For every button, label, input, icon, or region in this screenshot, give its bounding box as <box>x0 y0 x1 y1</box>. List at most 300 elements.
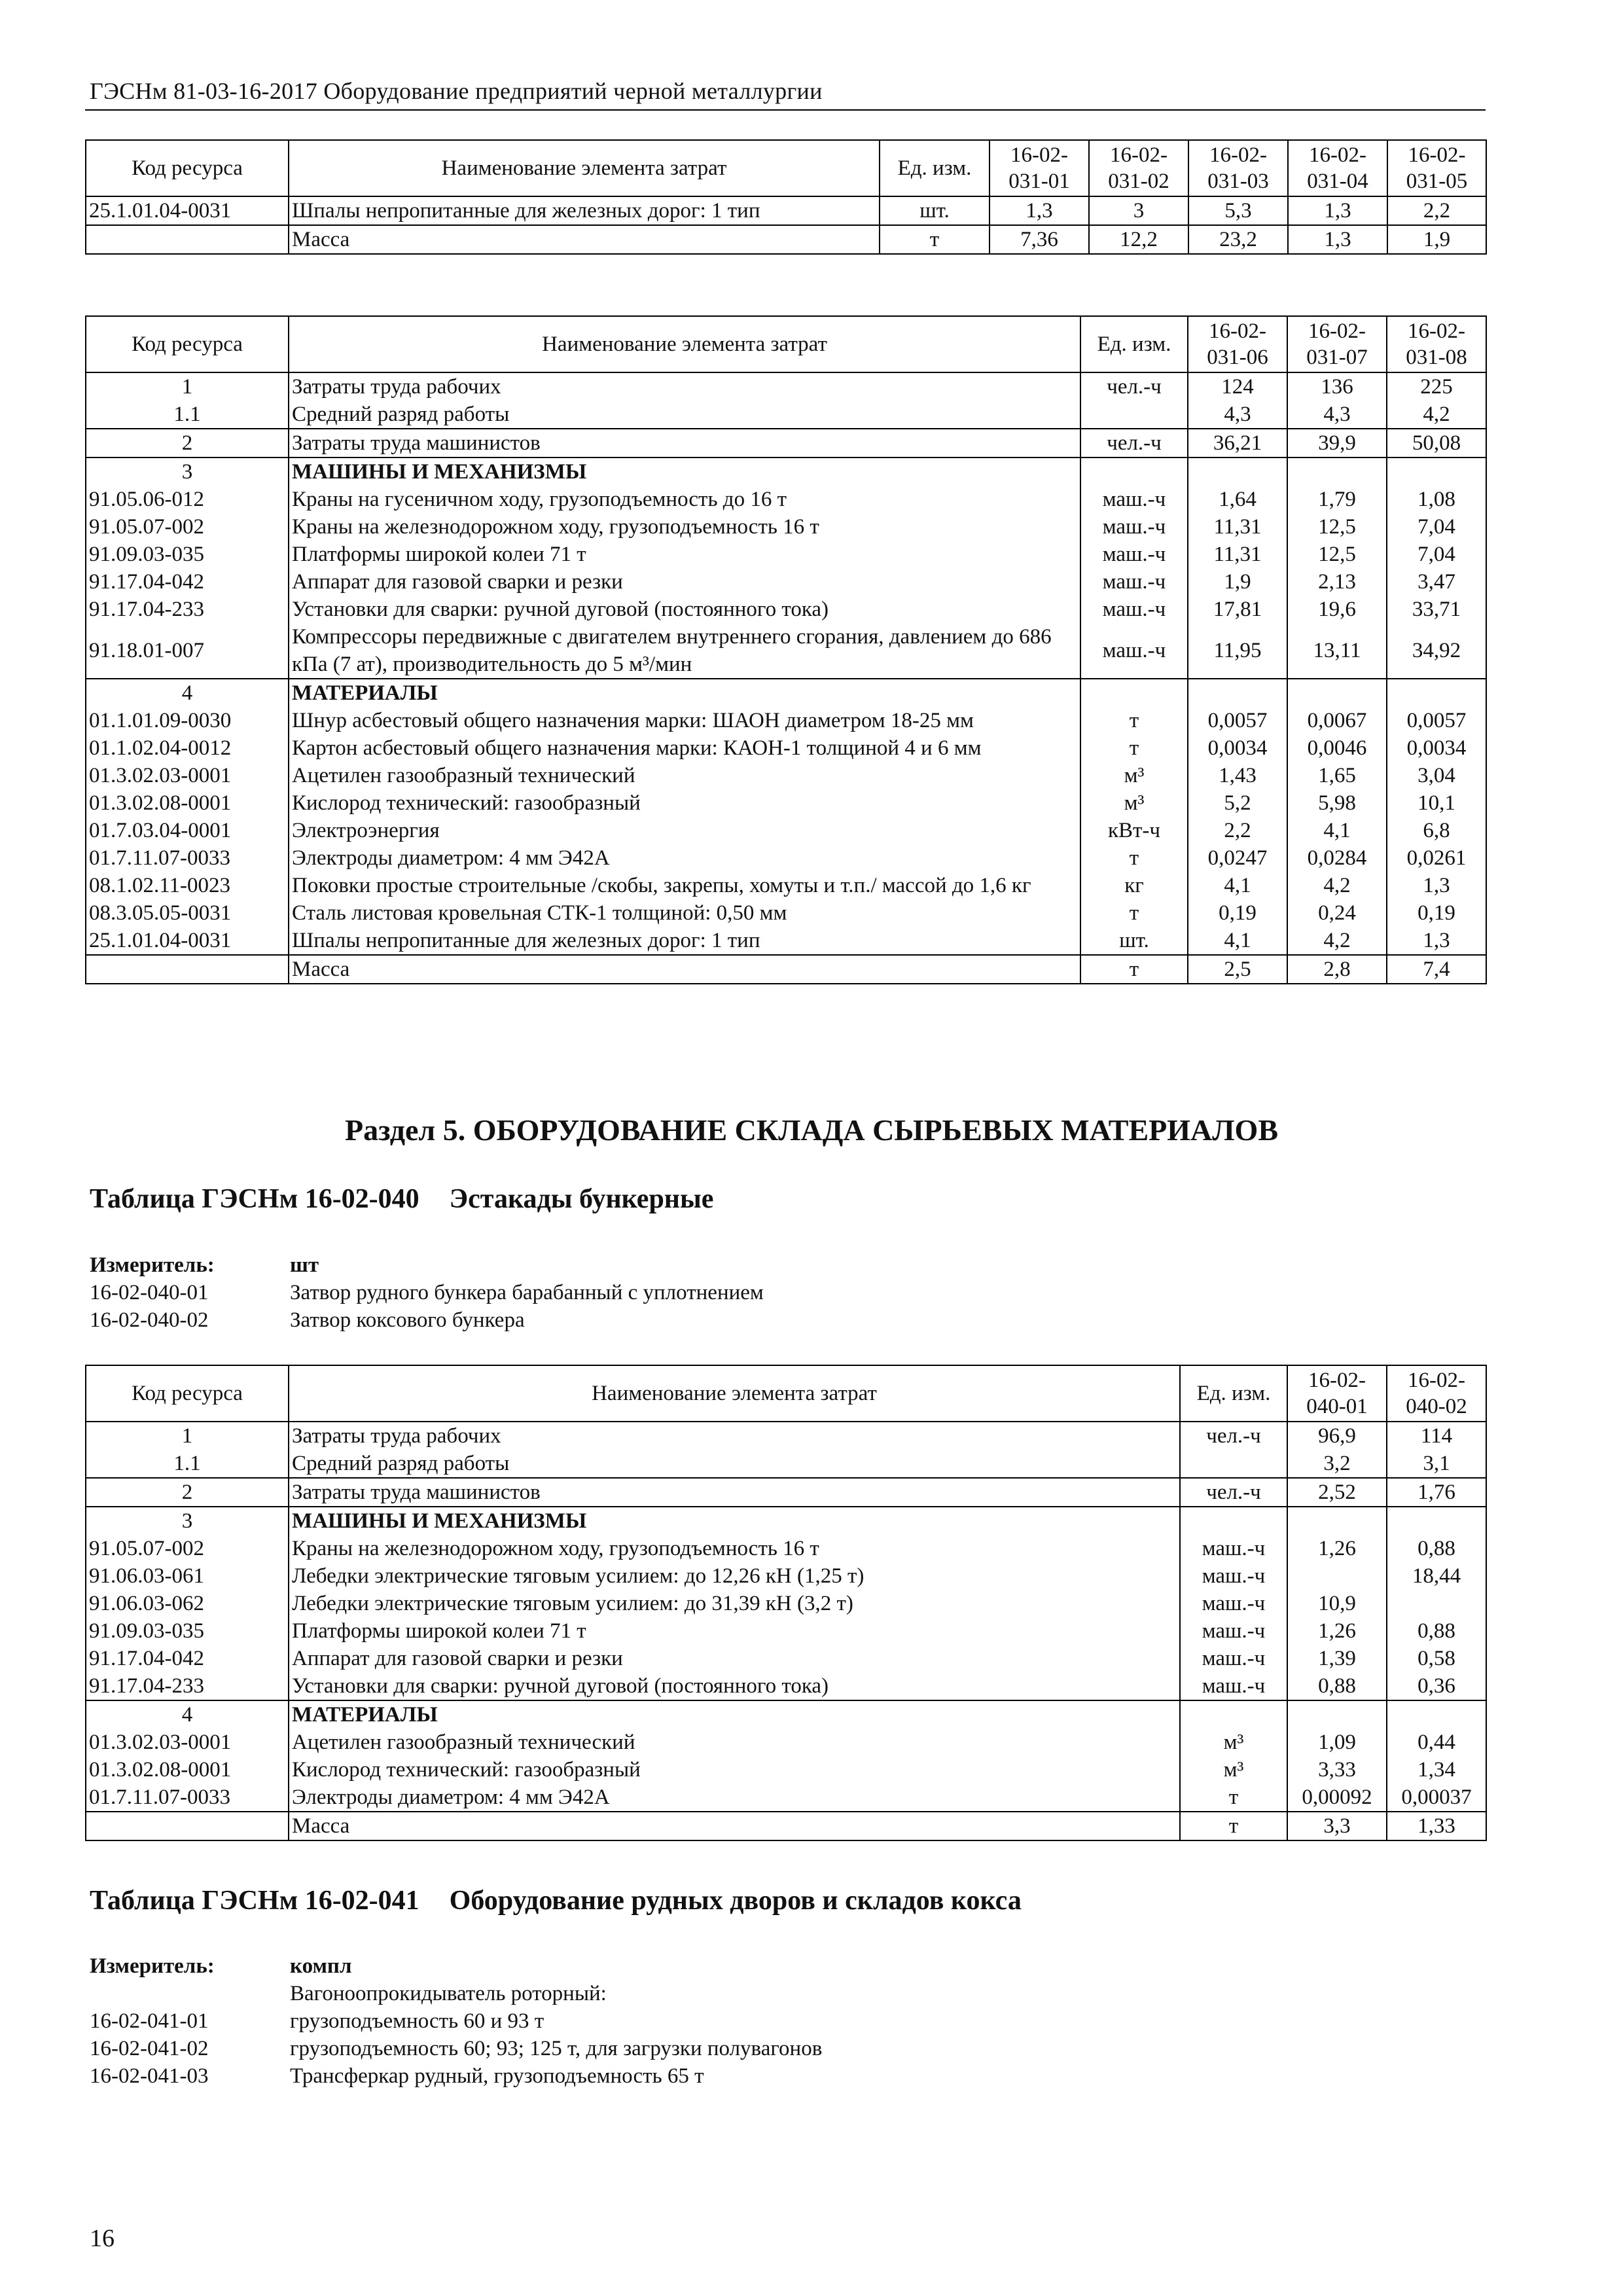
table-row <box>86 225 1486 254</box>
unit: маш.-ч <box>1180 1672 1287 1700</box>
unit: шт. <box>880 196 990 225</box>
rate-value <box>1287 1700 1387 1729</box>
unit: маш.-ч <box>1080 623 1188 679</box>
resource-code: 1.1 <box>86 1450 289 1478</box>
resource-name: Картон асбестовый общего назначения марки: КАОН-1 толщиной 4 и 6 мм <box>289 734 1080 762</box>
rate-value: 0,00037 <box>1387 1784 1486 1812</box>
table-title <box>90 1885 1022 1916</box>
rate-value: 4,2 <box>1287 927 1387 955</box>
resource-code: 01.1.02.04-0012 <box>86 734 289 762</box>
resource-name: Лебедки электрические тяговым усилием: до 31,39 кН (3,2 т) <box>289 1590 1180 1617</box>
col-header-unit: Ед. изм. <box>1080 316 1188 372</box>
table-row <box>86 486 1486 513</box>
rate-value: 0,88 <box>1287 1672 1387 1700</box>
table-row <box>86 899 1486 927</box>
resource-name: Масса <box>289 225 880 254</box>
table-row <box>86 1784 1486 1812</box>
rate-value <box>1188 457 1287 486</box>
rate-value: 1,3 <box>1387 927 1486 955</box>
unit <box>1180 1507 1287 1535</box>
rate-value: 1,79 <box>1287 486 1387 513</box>
resource-name: Масса <box>289 1812 1180 1840</box>
unit: м³ <box>1080 762 1188 789</box>
rate-value: 4,3 <box>1287 401 1387 429</box>
resource-name: Затраты труда машинистов <box>289 429 1080 457</box>
table-row <box>86 1729 1486 1756</box>
unit: т <box>1080 707 1188 734</box>
unit <box>1080 401 1188 429</box>
rate-value: 34,92 <box>1387 623 1486 679</box>
rate-value: 1,34 <box>1387 1756 1486 1784</box>
rate-value: 4,2 <box>1287 872 1387 899</box>
resource-code: 08.3.05.05-0031 <box>86 899 289 927</box>
measure-label: Измеритель: <box>90 1954 215 1978</box>
rate-value: 0,19 <box>1387 899 1486 927</box>
resource-code: 91.09.03-035 <box>86 1617 289 1645</box>
rate-value: 4,1 <box>1287 817 1387 844</box>
resource-name: Шпалы непропитанные для железных дорог: 1 тип <box>289 927 1080 955</box>
rate-value: 0,24 <box>1287 899 1387 927</box>
rate-value <box>1387 1590 1486 1617</box>
unit: м³ <box>1080 789 1188 817</box>
rate-value: 10,1 <box>1387 789 1486 817</box>
unit: т <box>1080 899 1188 927</box>
resource-code: 3 <box>86 457 289 486</box>
resource-name: Кислород технический: газообразный <box>289 789 1080 817</box>
unit: т <box>1080 844 1188 872</box>
rate-value: 4,2 <box>1387 401 1486 429</box>
resource-name: Платформы широкой колеи 71 т <box>289 541 1080 568</box>
rate-value: 2,8 <box>1287 955 1387 984</box>
resource-code: 91.05.07-002 <box>86 1535 289 1562</box>
rate-value: 1,64 <box>1188 486 1287 513</box>
table-row <box>86 872 1486 899</box>
table-row <box>86 1478 1486 1507</box>
unit <box>1080 457 1188 486</box>
rate-value: 23,2 <box>1188 225 1288 254</box>
table-row <box>86 789 1486 817</box>
item-code: 16-02-041-03 <box>90 2064 209 2088</box>
rate-value: 33,71 <box>1387 596 1486 623</box>
item-text: Затвор коксового бункера <box>290 1308 525 1332</box>
unit: м³ <box>1180 1756 1287 1784</box>
measure-block <box>90 1952 822 2090</box>
measure-unit: компл <box>290 1954 352 1978</box>
table-row <box>86 1645 1486 1672</box>
rate-value: 50,08 <box>1387 429 1486 457</box>
resource-code: 01.7.03.04-0001 <box>86 817 289 844</box>
col-header-rate: 16-02- 031-05 <box>1387 140 1486 196</box>
table-row <box>86 955 1486 984</box>
resource-code: 2 <box>86 429 289 457</box>
rate-value: 10,9 <box>1287 1590 1387 1617</box>
unit: чел.-ч <box>1180 1422 1287 1450</box>
unit <box>1180 1450 1287 1478</box>
table-row <box>86 401 1486 429</box>
resource-name: Электроэнергия <box>289 817 1080 844</box>
rate-value: 5,3 <box>1188 196 1288 225</box>
unit: маш.-ч <box>1080 541 1188 568</box>
table-title-code: Таблица ГЭСНм 16-02-041 <box>90 1886 419 1916</box>
table-row <box>86 1672 1486 1700</box>
resource-name: Ацетилен газообразный технический <box>289 1729 1180 1756</box>
rate-value: 3,04 <box>1387 762 1486 789</box>
resource-code: 2 <box>86 1478 289 1507</box>
table-row <box>86 596 1486 623</box>
unit: т <box>880 225 990 254</box>
rate-value: 1,26 <box>1287 1535 1387 1562</box>
resource-name: Кислород технический: газообразный <box>289 1756 1180 1784</box>
table-row <box>86 541 1486 568</box>
table-row <box>86 762 1486 789</box>
rate-value: 1,3 <box>1387 872 1486 899</box>
table-row <box>86 1450 1486 1478</box>
rate-value: 0,88 <box>1387 1535 1486 1562</box>
rate-value: 3,1 <box>1387 1450 1486 1478</box>
resource-name: МАТЕРИАЛЫ <box>289 679 1080 707</box>
rate-value: 2,52 <box>1287 1478 1387 1507</box>
item-code: 16-02-040-01 <box>90 1281 209 1304</box>
rate-value: 39,9 <box>1287 429 1387 457</box>
unit: маш.-ч <box>1180 1535 1287 1562</box>
rate-value: 3,33 <box>1287 1756 1387 1784</box>
measure-block <box>90 1251 764 1334</box>
col-header-rate: 16-02- 031-06 <box>1188 316 1287 372</box>
unit <box>1080 679 1188 707</box>
table-title-name: Эстакады бункерные <box>449 1184 714 1214</box>
resource-name: Ацетилен газообразный технический <box>289 762 1080 789</box>
resource-code: 91.17.04-233 <box>86 1672 289 1700</box>
unit: кВт-ч <box>1080 817 1188 844</box>
table-header-row <box>86 1365 1486 1422</box>
table-row <box>86 734 1486 762</box>
rate-value: 0,0284 <box>1287 844 1387 872</box>
rate-value: 3,2 <box>1287 1450 1387 1478</box>
resource-name: Затраты труда рабочих <box>289 372 1080 401</box>
rate-value: 5,2 <box>1188 789 1287 817</box>
table-row <box>86 568 1486 596</box>
running-header: ГЭСНм 81-03-16-2017 Оборудование предприятий черной металлургии <box>90 78 823 104</box>
table-row <box>86 1507 1486 1535</box>
rate-value: 11,95 <box>1188 623 1287 679</box>
unit: т <box>1080 955 1188 984</box>
col-header-rate: 16-02- 031-08 <box>1387 316 1486 372</box>
col-header-code: Код ресурса <box>86 140 289 196</box>
unit: маш.-ч <box>1180 1590 1287 1617</box>
resource-code: 1.1 <box>86 401 289 429</box>
rate-value: 225 <box>1387 372 1486 401</box>
rate-value: 0,0247 <box>1188 844 1287 872</box>
resource-code: 1 <box>86 372 289 401</box>
rate-value <box>1387 1700 1486 1729</box>
table-row <box>86 513 1486 541</box>
resource-table-031-part1 <box>85 139 1487 255</box>
table-row <box>86 817 1486 844</box>
resource-code: 01.7.11.07-0033 <box>86 1784 289 1812</box>
resource-name: Сталь листовая кровельная СТК-1 толщиной: 0,50 мм <box>289 899 1080 927</box>
table-row <box>86 1562 1486 1590</box>
rate-value <box>1287 1562 1387 1590</box>
resource-code: 91.17.04-042 <box>86 1645 289 1672</box>
rate-value <box>1387 457 1486 486</box>
item-text: грузоподъемность 60; 93; 125 т, для загрузки полувагонов <box>290 2037 823 2060</box>
rate-value: 1,65 <box>1287 762 1387 789</box>
rate-value: 12,5 <box>1287 541 1387 568</box>
resource-name: Затраты труда рабочих <box>289 1422 1180 1450</box>
rate-value: 0,0046 <box>1287 734 1387 762</box>
rate-value: 1,9 <box>1188 568 1287 596</box>
rate-value: 3 <box>1089 196 1188 225</box>
resource-name: Электроды диаметром: 4 мм Э42А <box>289 844 1080 872</box>
rate-value: 7,4 <box>1387 955 1486 984</box>
table-row <box>86 1617 1486 1645</box>
table-row <box>86 196 1486 225</box>
resource-code: 91.17.04-042 <box>86 568 289 596</box>
unit: шт. <box>1080 927 1188 955</box>
table-row <box>86 679 1486 707</box>
resource-name: МАШИНЫ И МЕХАНИЗМЫ <box>289 1507 1180 1535</box>
rate-value: 1,26 <box>1287 1617 1387 1645</box>
unit: чел.-ч <box>1080 372 1188 401</box>
unit: маш.-ч <box>1180 1562 1287 1590</box>
rate-value: 0,58 <box>1387 1645 1486 1672</box>
resource-code: 91.18.01-007 <box>86 623 289 679</box>
item-subheading: Вагоноопрокидыватель роторный: <box>290 1982 607 2005</box>
rate-value: 11,31 <box>1188 541 1287 568</box>
unit: чел.-ч <box>1080 429 1188 457</box>
col-header-rate: 16-02- 031-01 <box>990 140 1089 196</box>
rate-value: 1,08 <box>1387 486 1486 513</box>
rate-value: 1,43 <box>1188 762 1287 789</box>
table-title-code: Таблица ГЭСНм 16-02-040 <box>90 1184 419 1214</box>
rate-value: 11,31 <box>1188 513 1287 541</box>
resource-code: 91.09.03-035 <box>86 541 289 568</box>
rate-value: 0,0057 <box>1188 707 1287 734</box>
resource-code <box>86 955 289 984</box>
col-header-rate: 16-02- 031-03 <box>1188 140 1288 196</box>
item-text: Трансферкар рудный, грузоподъемность 65 т <box>290 2064 704 2088</box>
col-header-unit: Ед. изм. <box>1180 1365 1287 1422</box>
table-row <box>86 1422 1486 1450</box>
col-header-rate: 16-02- 031-07 <box>1287 316 1387 372</box>
col-header-name: Наименование элемента затрат <box>289 1365 1180 1422</box>
rate-value <box>1188 679 1287 707</box>
table-row <box>86 372 1486 401</box>
table-row <box>86 429 1486 457</box>
resource-name: МАТЕРИАЛЫ <box>289 1700 1180 1729</box>
resource-code: 91.17.04-233 <box>86 596 289 623</box>
table-row <box>86 1590 1486 1617</box>
rate-value: 12,2 <box>1089 225 1188 254</box>
table-title-name: Оборудование рудных дворов и складов кокса <box>449 1886 1022 1916</box>
resource-name: Краны на гусеничном ходу, грузоподъемность до 16 т <box>289 486 1080 513</box>
table-title <box>90 1183 713 1215</box>
rate-value <box>1287 457 1387 486</box>
resource-code <box>86 225 289 254</box>
col-header-unit: Ед. изм. <box>880 140 990 196</box>
rate-value: 0,44 <box>1387 1729 1486 1756</box>
resource-name: Компрессоры передвижные с двигателем внутреннего сгорания, давлением до 686 кПа (7 ат), производительность до 5 м³/мин <box>289 623 1080 679</box>
unit: маш.-ч <box>1180 1617 1287 1645</box>
resource-name: Краны на железнодорожном ходу, грузоподъемность 16 т <box>289 513 1080 541</box>
resource-name: Электроды диаметром: 4 мм Э42А <box>289 1784 1180 1812</box>
rate-value: 7,04 <box>1387 513 1486 541</box>
rate-value <box>1287 679 1387 707</box>
unit: т <box>1180 1784 1287 1812</box>
rate-value: 7,36 <box>990 225 1089 254</box>
table-header-row <box>86 316 1486 372</box>
rate-value: 0,0034 <box>1387 734 1486 762</box>
resource-name: Аппарат для газовой сварки и резки <box>289 568 1080 596</box>
resource-name: Затраты труда машинистов <box>289 1478 1180 1507</box>
resource-code <box>86 1812 289 1840</box>
resource-name: Лебедки электрические тяговым усилием: до 12,26 кН (1,25 т) <box>289 1562 1180 1590</box>
resource-name: Установки для сварки: ручной дуговой (постоянного тока) <box>289 596 1080 623</box>
rate-value: 6,8 <box>1387 817 1486 844</box>
col-header-code: Код ресурса <box>86 316 289 372</box>
measure-label: Измеритель: <box>90 1253 215 1277</box>
rate-value: 2,13 <box>1287 568 1387 596</box>
resource-code: 01.3.02.03-0001 <box>86 1729 289 1756</box>
table-row <box>86 1535 1486 1562</box>
rate-value: 1,09 <box>1287 1729 1387 1756</box>
resource-code: 01.3.02.08-0001 <box>86 1756 289 1784</box>
rate-value: 0,0057 <box>1387 707 1486 734</box>
unit: маш.-ч <box>1080 568 1188 596</box>
resource-code: 01.7.11.07-0033 <box>86 844 289 872</box>
resource-code: 25.1.01.04-0031 <box>86 196 289 225</box>
col-header-name: Наименование элемента затрат <box>289 316 1080 372</box>
item-code: 16-02-040-02 <box>90 1308 209 1332</box>
rate-value: 0,0261 <box>1387 844 1486 872</box>
item-code: 16-02-041-02 <box>90 2037 209 2060</box>
resource-code: 4 <box>86 679 289 707</box>
unit: чел.-ч <box>1180 1478 1287 1507</box>
unit: т <box>1180 1812 1287 1840</box>
rate-value <box>1387 1507 1486 1535</box>
table-row <box>86 457 1486 486</box>
rate-value: 124 <box>1188 372 1287 401</box>
col-header-code: Код ресурса <box>86 1365 289 1422</box>
col-header-rate: 16-02- 031-02 <box>1089 140 1188 196</box>
rate-value: 1,9 <box>1387 225 1486 254</box>
table-row <box>86 1812 1486 1840</box>
resource-code: 91.05.07-002 <box>86 513 289 541</box>
resource-table-040 <box>85 1365 1487 1841</box>
col-header-rate: 16-02- 040-01 <box>1287 1365 1387 1422</box>
resource-name: Поковки простые строительные /скобы, закрепы, хомуты и т.п./ массой до 1,6 кг <box>289 872 1080 899</box>
rate-value: 12,5 <box>1287 513 1387 541</box>
rate-value: 136 <box>1287 372 1387 401</box>
resource-code: 91.05.06-012 <box>86 486 289 513</box>
header-rule <box>85 109 1486 111</box>
resource-code: 01.3.02.03-0001 <box>86 762 289 789</box>
resource-table-031-part2 <box>85 315 1487 984</box>
resource-code: 01.3.02.08-0001 <box>86 789 289 817</box>
item-text: грузоподъемность 60 и 93 т <box>290 2009 544 2033</box>
resource-code: 91.06.03-061 <box>86 1562 289 1590</box>
rate-value: 0,19 <box>1188 899 1287 927</box>
resource-code: 4 <box>86 1700 289 1729</box>
rate-value: 2,5 <box>1188 955 1287 984</box>
resource-code: 3 <box>86 1507 289 1535</box>
item-text: Затвор рудного бункера барабанный с уплотнением <box>290 1281 764 1304</box>
unit: маш.-ч <box>1180 1645 1287 1672</box>
rate-value: 2,2 <box>1387 196 1486 225</box>
resource-code: 08.1.02.11-0023 <box>86 872 289 899</box>
rate-value: 0,0034 <box>1188 734 1287 762</box>
item-code: 16-02-041-01 <box>90 2009 209 2033</box>
unit: маш.-ч <box>1080 596 1188 623</box>
rate-value: 1,3 <box>1288 196 1387 225</box>
unit: м³ <box>1180 1729 1287 1756</box>
rate-value: 5,98 <box>1287 789 1387 817</box>
rate-value: 1,3 <box>990 196 1089 225</box>
table-row <box>86 623 1486 679</box>
unit: маш.-ч <box>1080 486 1188 513</box>
rate-value: 1,76 <box>1387 1478 1486 1507</box>
resource-code: 1 <box>86 1422 289 1450</box>
resource-name: Средний разряд работы <box>289 1450 1180 1478</box>
rate-value: 0,36 <box>1387 1672 1486 1700</box>
resource-name: Шпалы непропитанные для железных дорог: 1 тип <box>289 196 880 225</box>
unit: т <box>1080 734 1188 762</box>
table-row <box>86 1756 1486 1784</box>
table-row <box>86 927 1486 955</box>
resource-name: Масса <box>289 955 1080 984</box>
rate-value: 114 <box>1387 1422 1486 1450</box>
table-row <box>86 707 1486 734</box>
rate-value: 1,3 <box>1288 225 1387 254</box>
unit <box>1180 1700 1287 1729</box>
rate-value: 13,11 <box>1287 623 1387 679</box>
rate-value: 0,0067 <box>1287 707 1387 734</box>
resource-name: Установки для сварки: ручной дуговой (постоянного тока) <box>289 1672 1180 1700</box>
rate-value: 19,6 <box>1287 596 1387 623</box>
rate-value: 0,00092 <box>1287 1784 1387 1812</box>
rate-value: 4,1 <box>1188 872 1287 899</box>
page-number: 16 <box>90 2225 115 2252</box>
rate-value: 96,9 <box>1287 1422 1387 1450</box>
resource-name: Средний разряд работы <box>289 401 1080 429</box>
table-row <box>86 1700 1486 1729</box>
resource-code: 25.1.01.04-0031 <box>86 927 289 955</box>
resource-name: Платформы широкой колеи 71 т <box>289 1617 1180 1645</box>
col-header-rate: 16-02- 031-04 <box>1288 140 1387 196</box>
rate-value <box>1387 679 1486 707</box>
rate-value <box>1287 1507 1387 1535</box>
rate-value: 4,3 <box>1188 401 1287 429</box>
resource-name: Краны на железнодорожном ходу, грузоподъемность 16 т <box>289 1535 1180 1562</box>
unit: кг <box>1080 872 1188 899</box>
table-header-row <box>86 140 1486 196</box>
rate-value: 0,88 <box>1387 1617 1486 1645</box>
rate-value: 1,33 <box>1387 1812 1486 1840</box>
rate-value: 7,04 <box>1387 541 1486 568</box>
rate-value: 1,39 <box>1287 1645 1387 1672</box>
rate-value: 18,44 <box>1387 1562 1486 1590</box>
rate-value: 36,21 <box>1188 429 1287 457</box>
col-header-rate: 16-02- 040-02 <box>1387 1365 1486 1422</box>
col-header-name: Наименование элемента затрат <box>289 140 880 196</box>
rate-value: 2,2 <box>1188 817 1287 844</box>
rate-value: 17,81 <box>1188 596 1287 623</box>
table-row <box>86 844 1486 872</box>
measure-unit: шт <box>290 1253 319 1277</box>
resource-code: 91.06.03-062 <box>86 1590 289 1617</box>
rate-value: 3,3 <box>1287 1812 1387 1840</box>
rate-value: 4,1 <box>1188 927 1287 955</box>
